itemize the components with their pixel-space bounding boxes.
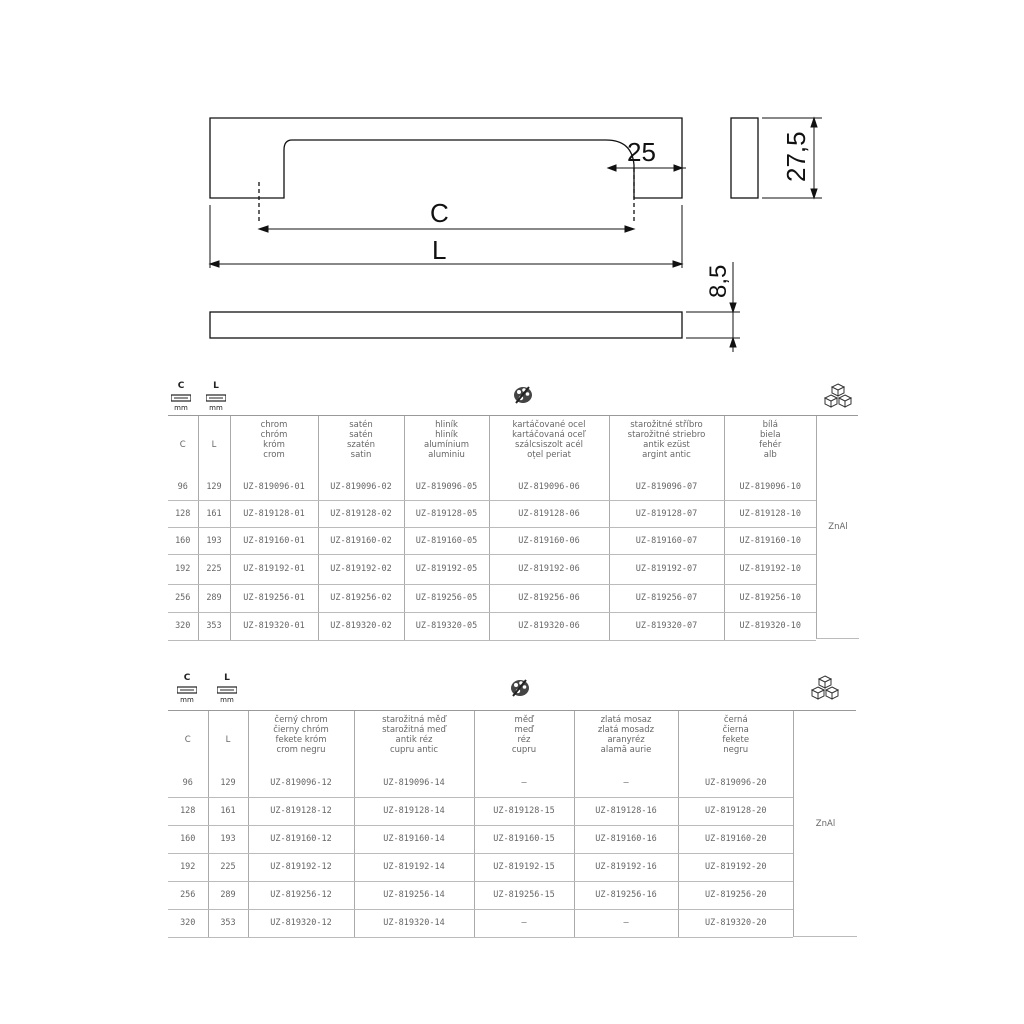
- table-row: 160 193 UZ-819160-01 UZ-819160-02 UZ-819160-05 UZ-819160-06 UZ-819160-07 UZ-819160-10: [168, 527, 816, 554]
- table-row: 128 161 UZ-819128-01 UZ-819128-02 UZ-819128-05 UZ-819128-06 UZ-819128-07 UZ-819128-10: [168, 500, 816, 527]
- table-row: 96 129 UZ-819096-01 UZ-819096-02 UZ-819096-05 UZ-819096-06 UZ-819096-07 UZ-819096-10: [168, 474, 816, 500]
- table2-header-black-chrome: černý chrom čierny chróm fekete króm crom negru: [248, 711, 354, 769]
- l-dimension-icon: L mm: [205, 382, 227, 412]
- table2-header-copper: měď meď réz cupru: [474, 711, 574, 769]
- cubes-icon: [823, 382, 853, 410]
- table1-header-aluminium: hliník hliník alumínium aluminiu: [404, 416, 489, 474]
- table1-header-antique-silver: starožitné stříbro starožitné striebro antik ezüst argint antic: [609, 416, 724, 474]
- table2-icon-header: [168, 670, 858, 704]
- dim-8-5-label: 8,5: [705, 264, 732, 298]
- table2-material-cell: [793, 711, 857, 937]
- table-row: 256 289 UZ-819256-01 UZ-819256-02 UZ-819256-05 UZ-819256-06 UZ-819256-07 UZ-819256-10: [168, 584, 816, 612]
- table1-header-row: [168, 416, 816, 474]
- table-row: 160 193 UZ-819160-12 UZ-819160-14 UZ-819160-15 UZ-819160-16 UZ-819160-20: [168, 825, 793, 853]
- table2-header-row: [168, 711, 793, 769]
- table-row: 128 161 UZ-819128-12 UZ-819128-14 UZ-819128-15 UZ-819128-16 UZ-819128-20: [168, 797, 793, 825]
- palette-icon: [509, 676, 531, 698]
- dim-27-5-label: 27,5: [781, 131, 811, 182]
- table2-header-black: černá čierna fekete negru: [678, 711, 793, 769]
- table-row: 192 225 UZ-819192-12 UZ-819192-14 UZ-819192-15 UZ-819192-16 UZ-819192-20: [168, 853, 793, 881]
- dim-l-label: L: [432, 235, 447, 265]
- dim-c-label: C: [430, 198, 449, 228]
- table1: [168, 416, 816, 641]
- table-row: 96 129 UZ-819096-12 UZ-819096-14 – – UZ-819096-20: [168, 769, 793, 797]
- table1-header-l: L: [198, 416, 230, 474]
- material-label: ZnAl: [815, 818, 836, 829]
- c-dimension-icon: C mm: [176, 674, 198, 704]
- table1-icon-header: [168, 378, 858, 412]
- table-row: 320 353 UZ-819320-01 UZ-819320-02 UZ-819320-05 UZ-819320-06 UZ-819320-07 UZ-819320-10: [168, 612, 816, 640]
- cubes-icon: [810, 674, 840, 702]
- table-row: 192 225 UZ-819192-01 UZ-819192-02 UZ-819192-05 UZ-819192-06 UZ-819192-07 UZ-819192-10: [168, 554, 816, 584]
- table2-header-l: L: [208, 711, 248, 769]
- table2: [168, 711, 793, 938]
- table2-header-c: C: [184, 735, 191, 745]
- handle-front-view: [210, 118, 682, 198]
- handle-side-view: [731, 118, 758, 198]
- table1-header-c: C: [179, 440, 186, 450]
- l-dimension-icon: L mm: [216, 674, 238, 704]
- technical-drawing: [0, 0, 1024, 380]
- table1-header-satin: satén satén szatén satin: [318, 416, 404, 474]
- table2-header-gold-brass: zlatá mosaz zlatá mosadz aranyréz alamă aurie: [574, 711, 678, 769]
- table1-header-brushed-steel: kartáčované ocel kartáčovaná oceľ szálcsiszolt acél oțel periat: [489, 416, 609, 474]
- dim-25-label: 25: [627, 137, 656, 167]
- material-label: ZnAl: [828, 522, 848, 532]
- table1-header-white: bílá biela fehér alb: [724, 416, 816, 474]
- palette-icon: [512, 383, 534, 405]
- table-row: 320 353 UZ-819320-12 UZ-819320-14 – – UZ-819320-20: [168, 909, 793, 937]
- table2-header-antique-copper: starožitná měď starožitná meď antik réz cupru antic: [354, 711, 474, 769]
- table1-header-chrome: chrom chróm króm crom: [230, 416, 318, 474]
- table-row: 256 289 UZ-819256-12 UZ-819256-14 UZ-819256-15 UZ-819256-16 UZ-819256-20: [168, 881, 793, 909]
- handle-bottom-view: [210, 312, 682, 338]
- c-dimension-icon: C mm: [170, 382, 192, 412]
- table1-material-cell: [816, 416, 859, 639]
